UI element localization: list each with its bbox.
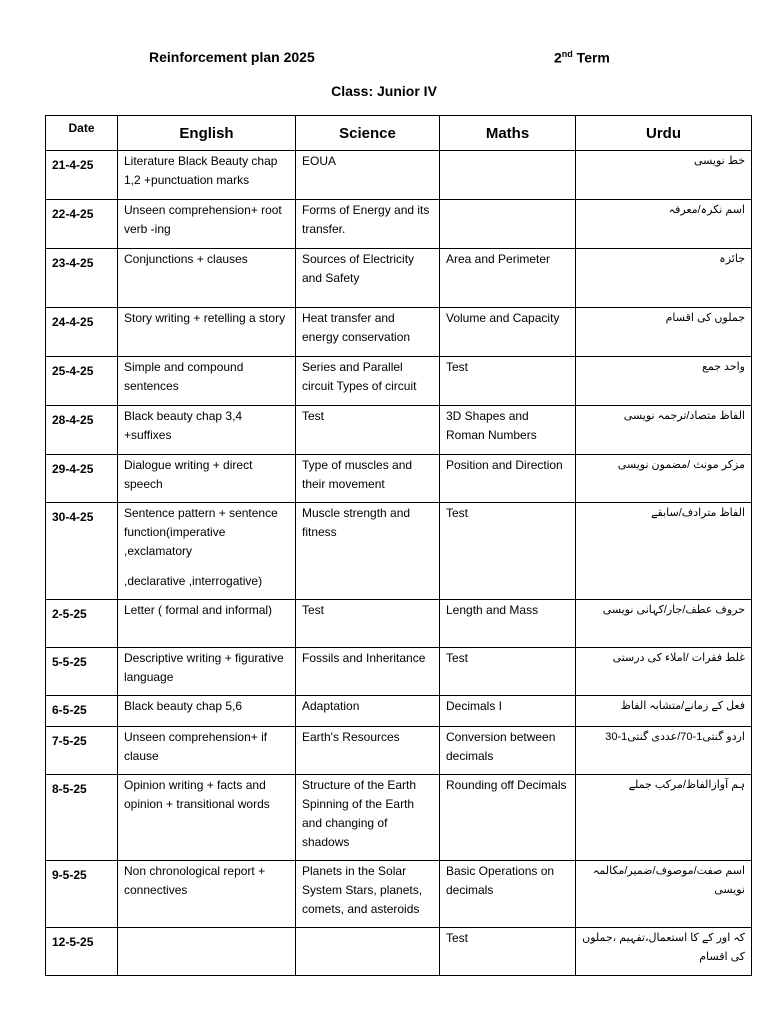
maths-cell-text: Test bbox=[446, 931, 469, 945]
date-cell-text: 8-5-25 bbox=[52, 782, 87, 796]
date-cell bbox=[46, 928, 118, 976]
reinforcement-plan-table bbox=[45, 115, 752, 976]
date-cell-text: 12-5-25 bbox=[52, 935, 94, 949]
urdu-cell bbox=[576, 727, 752, 775]
science-cell-text: Test bbox=[302, 603, 325, 617]
date-cell bbox=[46, 357, 118, 406]
english-cell-text: Black beauty chap 3,4 +suffixes bbox=[124, 409, 243, 442]
date-cell bbox=[46, 406, 118, 455]
science-cell bbox=[296, 727, 440, 775]
urdu-cell bbox=[576, 249, 752, 308]
science-cell bbox=[296, 308, 440, 357]
table-row bbox=[46, 648, 752, 696]
table-row bbox=[46, 928, 752, 976]
date-cell bbox=[46, 727, 118, 775]
urdu-cell-text: حروف عطف/جار/کہانی نویسی bbox=[602, 604, 745, 616]
column-header-date: Date bbox=[46, 116, 118, 151]
maths-cell bbox=[440, 696, 576, 727]
table-row bbox=[46, 696, 752, 727]
term-ordinal-suffix: nd bbox=[561, 49, 573, 59]
science-cell bbox=[296, 249, 440, 308]
maths-cell-text: Basic Operations on decimals bbox=[446, 864, 555, 897]
maths-cell bbox=[440, 455, 576, 503]
maths-cell-text: Conversion between decimals bbox=[446, 730, 556, 763]
urdu-cell bbox=[576, 600, 752, 648]
english-cell-text: Conjunctions + clauses bbox=[124, 252, 248, 266]
table-row bbox=[46, 775, 752, 861]
science-cell-text: Planets in the Solar System Stars, planets, comets, and asteroids bbox=[302, 864, 423, 916]
urdu-cell bbox=[576, 200, 752, 249]
english-cell-text: Simple and compound sentences bbox=[124, 360, 244, 393]
date-cell-text: 28-4-25 bbox=[52, 413, 94, 427]
urdu-cell-text: خط نویسی bbox=[693, 155, 745, 167]
science-cell bbox=[296, 600, 440, 648]
urdu-cell-text: فعل کے زمانے/متشابہ الفاظ bbox=[620, 700, 745, 712]
maths-cell-text: Position and Direction bbox=[446, 458, 563, 472]
table-row bbox=[46, 861, 752, 928]
science-cell-text: Series and Parallel circuit Types of circuit bbox=[302, 360, 417, 393]
date-cell-text: 5-5-25 bbox=[52, 655, 87, 669]
urdu-cell-text: اسم صفت/موصوف/ضمیر/مکالمہ نویسی bbox=[592, 865, 745, 896]
english-cell bbox=[118, 249, 296, 308]
science-cell-text: Muscle strength and fitness bbox=[302, 506, 411, 539]
date-cell-text: 24-4-25 bbox=[52, 315, 94, 329]
maths-cell bbox=[440, 249, 576, 308]
english-cell bbox=[118, 200, 296, 249]
date-cell-text: 25-4-25 bbox=[52, 364, 94, 378]
science-cell-text: Fossils and Inheritance bbox=[302, 651, 426, 665]
english-cell-text: Dialogue writing + direct speech bbox=[124, 458, 253, 491]
urdu-cell-text: اسم نکرہ/معرفہ bbox=[668, 204, 745, 216]
maths-cell-text: Volume and Capacity bbox=[446, 311, 560, 325]
english-cell bbox=[118, 727, 296, 775]
maths-cell bbox=[440, 151, 576, 200]
english-cell bbox=[118, 503, 296, 600]
maths-cell-text: Length and Mass bbox=[446, 603, 539, 617]
science-cell bbox=[296, 775, 440, 861]
maths-cell bbox=[440, 200, 576, 249]
english-cell bbox=[118, 406, 296, 455]
science-cell bbox=[296, 151, 440, 200]
english-cell-text: Unseen comprehension+ if clause bbox=[124, 730, 268, 763]
date-cell bbox=[46, 696, 118, 727]
table-body bbox=[46, 151, 752, 976]
urdu-cell-text: غلط فقرات /املاء کی درستی bbox=[612, 652, 745, 664]
science-cell bbox=[296, 861, 440, 928]
date-cell bbox=[46, 648, 118, 696]
english-cell-text: Descriptive writing + figurative language bbox=[124, 651, 284, 684]
science-cell bbox=[296, 503, 440, 600]
date-cell bbox=[46, 308, 118, 357]
english-cell-text-continued: ,declarative ,interrogative) bbox=[124, 574, 263, 588]
english-cell-text: Opinion writing + facts and opinion + transitional words bbox=[124, 778, 270, 811]
urdu-cell-text: الفاظ متصاد/ترجمہ نویسی bbox=[623, 410, 745, 422]
urdu-cell bbox=[576, 928, 752, 976]
date-cell-text: 9-5-25 bbox=[52, 868, 87, 882]
maths-cell bbox=[440, 727, 576, 775]
maths-cell bbox=[440, 357, 576, 406]
science-cell-text: Type of muscles and their movement bbox=[302, 458, 413, 491]
english-cell-text: Black beauty chap 5,6 bbox=[124, 699, 243, 713]
science-cell-text: Sources of Electricity and Safety bbox=[302, 252, 415, 285]
english-cell-text: Sentence pattern + sentence function(imperative ,exclamatory bbox=[124, 506, 278, 558]
date-cell bbox=[46, 503, 118, 600]
urdu-cell bbox=[576, 861, 752, 928]
urdu-cell-text: جائزہ bbox=[719, 253, 745, 265]
urdu-cell-text: مزکر مونث /مضمون نویسی bbox=[617, 459, 745, 471]
urdu-cell-text: جملوں کی اقسام bbox=[665, 312, 745, 324]
maths-cell-text: Test bbox=[446, 360, 469, 374]
science-cell-text: Test bbox=[302, 409, 325, 423]
science-cell-text: Structure of the Earth Spinning of the Earth and changing of shadows bbox=[302, 778, 417, 849]
date-cell bbox=[46, 151, 118, 200]
urdu-cell-text: کہ اور کے کا استعمال،تفہیم ،جملوں کی اقسام bbox=[582, 932, 745, 963]
maths-cell-text: Rounding off Decimals bbox=[446, 778, 567, 792]
maths-cell bbox=[440, 861, 576, 928]
table-row bbox=[46, 406, 752, 455]
urdu-cell-text: اردو گنتی1-70/عددی گنتی1-30 bbox=[605, 731, 745, 743]
english-cell bbox=[118, 600, 296, 648]
maths-cell-text: 3D Shapes and Roman Numbers bbox=[446, 409, 537, 442]
date-cell bbox=[46, 775, 118, 861]
plan-title: Reinforcement plan 2025 bbox=[149, 49, 315, 65]
table-row bbox=[46, 151, 752, 200]
table-row bbox=[46, 249, 752, 308]
table-row bbox=[46, 503, 752, 600]
maths-cell bbox=[440, 503, 576, 600]
science-cell bbox=[296, 696, 440, 727]
science-cell bbox=[296, 928, 440, 976]
science-cell-text: EOUA bbox=[302, 154, 337, 168]
maths-cell bbox=[440, 308, 576, 357]
date-cell bbox=[46, 600, 118, 648]
english-cell bbox=[118, 696, 296, 727]
english-cell-text: Letter ( formal and informal) bbox=[124, 603, 273, 617]
science-cell-text: Heat transfer and energy conservation bbox=[302, 311, 411, 344]
date-cell bbox=[46, 455, 118, 503]
urdu-cell bbox=[576, 648, 752, 696]
column-header-science: Science bbox=[296, 116, 440, 151]
date-cell-text: 30-4-25 bbox=[52, 510, 94, 524]
date-cell-text: 21-4-25 bbox=[52, 158, 94, 172]
date-cell-text: 23-4-25 bbox=[52, 256, 94, 270]
science-cell-text: Adaptation bbox=[302, 699, 360, 713]
english-cell-text: Story writing + retelling a story bbox=[124, 311, 286, 325]
science-cell bbox=[296, 648, 440, 696]
science-cell bbox=[296, 357, 440, 406]
date-cell-text: 2-5-25 bbox=[52, 607, 87, 621]
urdu-cell-text: واحد جمع bbox=[701, 361, 745, 373]
term-word: Term bbox=[572, 49, 610, 66]
urdu-cell-text: ہم آوازالفاظ/مرکب جملے bbox=[628, 779, 745, 791]
maths-cell-text: Decimals I bbox=[446, 699, 503, 713]
term-number: 2 bbox=[554, 49, 562, 66]
maths-cell-text: Area and Perimeter bbox=[446, 252, 551, 266]
urdu-cell-text: الفاظ مترادف/سابقے bbox=[651, 507, 745, 519]
table-row bbox=[46, 357, 752, 406]
table-row bbox=[46, 727, 752, 775]
maths-cell-text: Test bbox=[446, 506, 469, 520]
english-cell bbox=[118, 455, 296, 503]
urdu-cell bbox=[576, 455, 752, 503]
science-cell-text: Earth's Resources bbox=[302, 730, 400, 744]
english-cell bbox=[118, 151, 296, 200]
column-header-urdu: Urdu bbox=[576, 116, 752, 151]
urdu-cell bbox=[576, 406, 752, 455]
maths-cell bbox=[440, 406, 576, 455]
date-cell bbox=[46, 861, 118, 928]
term-label bbox=[554, 49, 610, 66]
date-cell-text: 6-5-25 bbox=[52, 703, 87, 717]
english-cell bbox=[118, 308, 296, 357]
english-cell-text: Non chronological report + connectives bbox=[124, 864, 266, 897]
table-row bbox=[46, 308, 752, 357]
english-cell bbox=[118, 928, 296, 976]
urdu-cell bbox=[576, 357, 752, 406]
table-row bbox=[46, 200, 752, 249]
english-cell bbox=[118, 357, 296, 406]
date-cell-text: 22-4-25 bbox=[52, 207, 94, 221]
science-cell bbox=[296, 200, 440, 249]
date-cell-text: 29-4-25 bbox=[52, 462, 94, 476]
science-cell bbox=[296, 406, 440, 455]
date-cell bbox=[46, 249, 118, 308]
english-cell bbox=[118, 648, 296, 696]
maths-cell-text: Test bbox=[446, 651, 469, 665]
maths-cell bbox=[440, 775, 576, 861]
class-label: Class: Junior IV bbox=[331, 83, 437, 99]
english-cell bbox=[118, 861, 296, 928]
maths-cell bbox=[440, 648, 576, 696]
date-cell bbox=[46, 200, 118, 249]
table-header-row bbox=[46, 116, 752, 151]
column-header-english: English bbox=[118, 116, 296, 151]
table-row bbox=[46, 455, 752, 503]
date-cell-text: 7-5-25 bbox=[52, 734, 87, 748]
maths-cell bbox=[440, 928, 576, 976]
maths-cell bbox=[440, 600, 576, 648]
science-cell-text: Forms of Energy and its transfer. bbox=[302, 203, 430, 236]
urdu-cell bbox=[576, 696, 752, 727]
urdu-cell bbox=[576, 503, 752, 600]
english-cell-text: Literature Black Beauty chap 1,2 +punctuation marks bbox=[124, 154, 278, 187]
urdu-cell bbox=[576, 308, 752, 357]
urdu-cell bbox=[576, 775, 752, 861]
urdu-cell bbox=[576, 151, 752, 200]
table-row bbox=[46, 600, 752, 648]
science-cell bbox=[296, 455, 440, 503]
english-cell bbox=[118, 775, 296, 861]
column-header-maths: Maths bbox=[440, 116, 576, 151]
english-cell-text: Unseen comprehension+ root verb -ing bbox=[124, 203, 282, 236]
